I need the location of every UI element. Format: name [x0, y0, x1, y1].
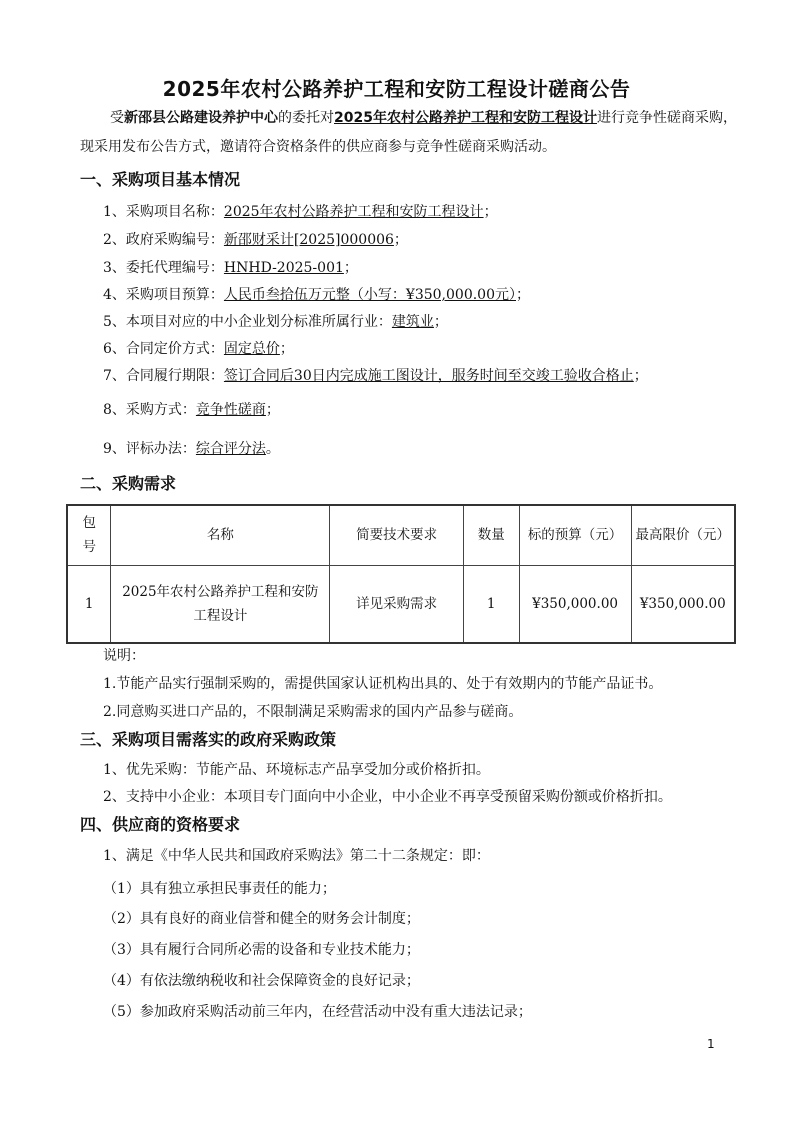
- item-tail: ；: [265, 402, 280, 418]
- item-label: 3、委托代理编号：: [103, 260, 224, 276]
- item-label: 5、本项目对应的中小企业划分标准所属行业：: [103, 314, 392, 330]
- note-item: 1.节能产品实行强制采购的，需提供国家认证机构出具的、处于有效期内的节能产品证书。: [103, 676, 663, 692]
- item-tail: ；: [633, 368, 648, 384]
- table-header-cell: 最高限价（元）: [631, 505, 735, 565]
- table-header-cell: 包 号: [67, 505, 111, 565]
- table-header-cell: 简要技术要求: [330, 505, 463, 565]
- item-value: 建筑业: [391, 314, 434, 330]
- item-value: 新邵财采计[2025]000006: [223, 232, 394, 248]
- item-tail: ；: [343, 260, 358, 276]
- section-2-heading: 二、采购需求: [80, 474, 177, 493]
- table-cell: ¥350,000.00: [631, 565, 735, 643]
- intro-line-2: 现采用发布公告方式，邀请符合资格条件的供应商参与竞争性磋商采购活动。: [80, 139, 556, 155]
- table-header-cell: 数量: [463, 505, 519, 565]
- table-cell: 2025年农村公路养护工程和安防 工程设计: [111, 565, 330, 643]
- section-3-heading: 三、采购项目需落实的政府采购政策: [80, 730, 337, 749]
- item-value: 2025年农村公路养护工程和安防工程设计: [223, 204, 484, 220]
- section-1-item: [103, 285, 530, 305]
- item-value: 签订合同后30日内完成施工图设计，服务时间至交竣工验收合格止: [223, 368, 634, 384]
- table-cell: 详见采购需求: [330, 565, 463, 643]
- qualification-item: （3）具有履行合同所必需的设备和专业技术能力；: [103, 942, 420, 958]
- qualification-item: （5）参加政府采购活动前三年内，在经营活动中没有重大违法记录；: [103, 1004, 532, 1020]
- item-value: 固定总价: [223, 341, 280, 357]
- item-label: 6、合同定价方式：: [103, 341, 224, 357]
- qualification-lead: 1、满足《中华人民共和国政府采购法》第二十二条规定：即：: [103, 848, 490, 864]
- intro-text-a: 受: [110, 110, 124, 126]
- item-value: 人民币叁拾伍万元整（小写：¥350,000.00元）: [223, 287, 516, 303]
- intro-text-b: 的委托对: [278, 110, 334, 126]
- procurement-table: [66, 504, 736, 644]
- item-tail: ；: [393, 232, 408, 248]
- section-1-heading: 一、采购项目基本情况: [80, 170, 241, 189]
- table-row: [67, 565, 735, 643]
- section-1-item: [103, 312, 448, 332]
- table-cell: 1: [463, 565, 519, 643]
- note-item: 2.同意购买进口产品的，不限制满足采购需求的国内产品参与磋商。: [103, 704, 523, 720]
- section-1-item: [103, 202, 498, 222]
- notes-title: 说明：: [103, 648, 145, 664]
- intro-text-c: 进行竞争性磋商采购，: [596, 110, 737, 126]
- section-1-item: [103, 366, 648, 386]
- item-label: 8、采购方式：: [103, 402, 196, 418]
- item-label: 9、评标办法：: [103, 441, 196, 457]
- policy-item: 1、优先采购：节能产品、环境标志产品享受加分或价格折扣。: [103, 762, 490, 778]
- qualification-item: （1）具有独立承担民事责任的能力；: [103, 881, 336, 897]
- intro-project-name: 2025年农村公路养护工程和安防工程设计: [334, 110, 597, 126]
- item-tail: ；: [483, 204, 498, 220]
- policy-item: 2、支持中小企业：本项目专门面向中小企业，中小企业不再享受预留采购份额或价格折扣。: [103, 789, 672, 805]
- table-cell: ¥350,000.00: [519, 565, 631, 643]
- item-value: HNHD-2025-001: [223, 260, 344, 276]
- table-header-row: [67, 505, 735, 565]
- item-tail: ；: [279, 341, 294, 357]
- section-1-item: [103, 400, 280, 420]
- page-number: 1: [707, 1037, 715, 1051]
- table-header-cell: 标的预算（元）: [519, 505, 631, 565]
- item-label: 7、合同履行期限：: [103, 368, 224, 384]
- item-tail: 。: [265, 441, 280, 457]
- section-1-item: [103, 258, 358, 278]
- item-label: 1、采购项目名称：: [103, 204, 224, 220]
- qualification-item: （2）具有良好的商业信誉和健全的财务会计制度；: [103, 911, 420, 927]
- section-1-item: [103, 339, 294, 359]
- qualification-item: （4）有依法缴纳税收和社会保障资金的良好记录；: [103, 973, 420, 989]
- item-label: 2、政府采购编号：: [103, 232, 224, 248]
- section-1-item: [103, 439, 280, 459]
- intro-agency: 新邵县公路建设养护中心: [124, 110, 278, 126]
- section-1-item: [103, 230, 408, 250]
- item-label: 4、采购项目预算：: [103, 287, 224, 303]
- table-header-cell: 名称: [111, 505, 330, 565]
- table-cell: 1: [67, 565, 111, 643]
- item-value: 竞争性磋商: [195, 402, 266, 418]
- document-title: 2025年农村公路养护工程和安防工程设计磋商公告: [162, 77, 631, 101]
- intro-line-1: [110, 108, 737, 128]
- item-value: 综合评分法: [195, 441, 266, 457]
- item-tail: ；: [516, 287, 530, 303]
- item-tail: ；: [433, 314, 448, 330]
- section-4-heading: 四、供应商的资格要求: [80, 815, 241, 834]
